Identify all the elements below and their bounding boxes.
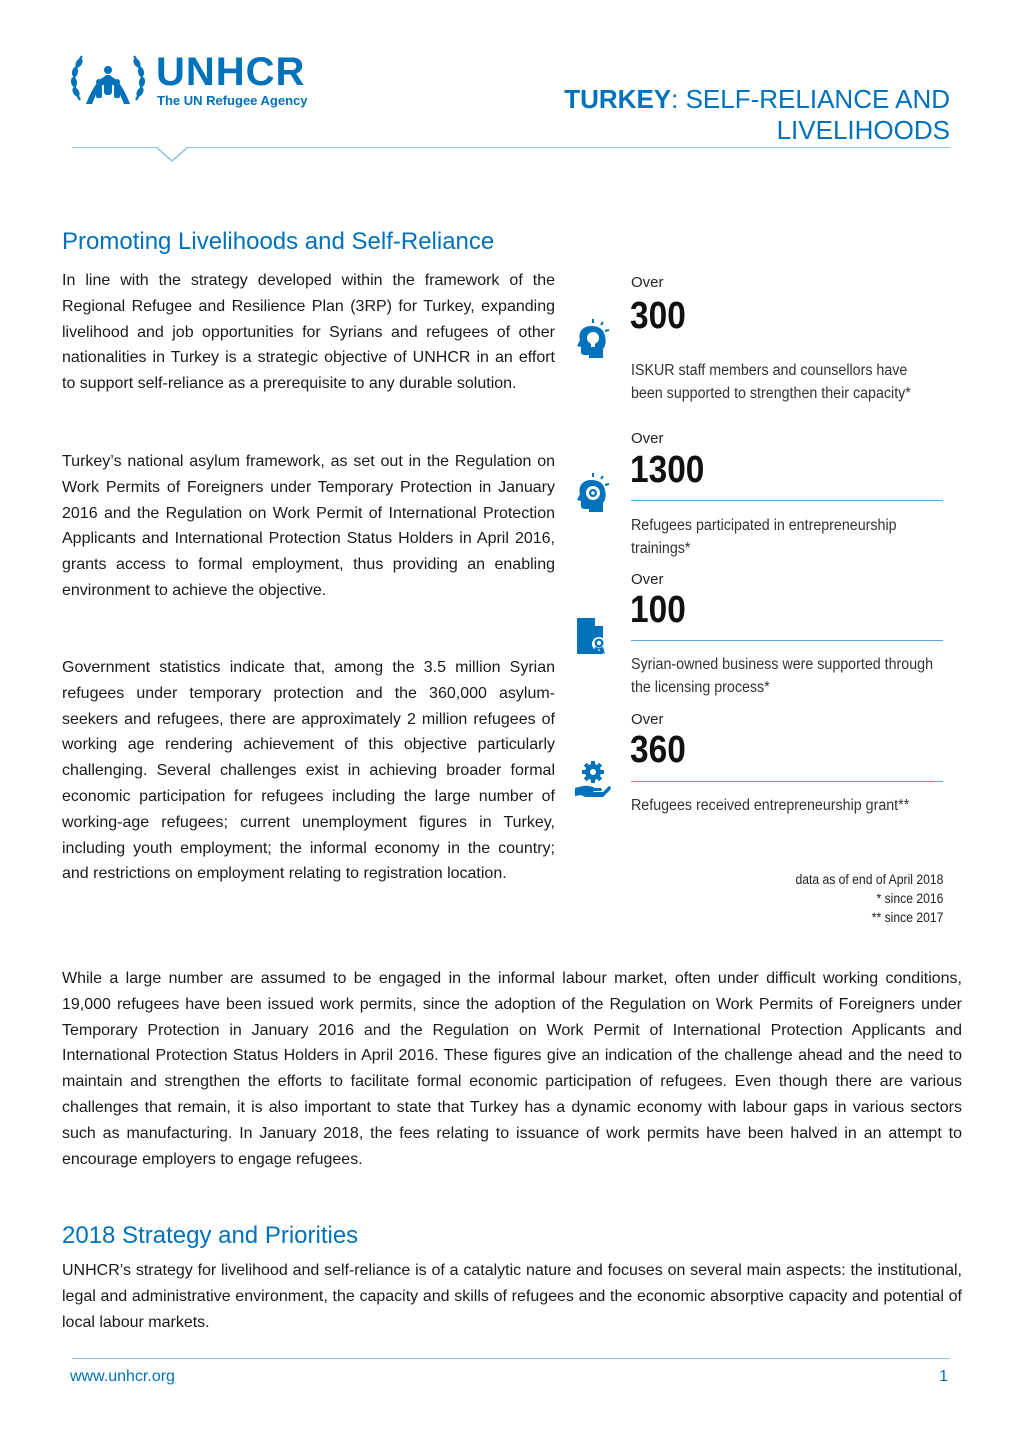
stat-number: 360 — [630, 729, 686, 771]
document-certificate-icon — [575, 616, 611, 656]
stat-description: Refugees participated in entrepreneurship trainings* — [631, 517, 897, 557]
head-gear-icon — [575, 472, 611, 512]
stat-number: 300 — [630, 295, 686, 337]
stat-entrepreneurship-grant — [575, 710, 955, 850]
logo-tagline: The UN Refugee Agency — [157, 93, 308, 108]
stat-over-label: Over — [631, 571, 664, 588]
section-heading-strategy: 2018 Strategy and Priorities — [62, 1222, 359, 1249]
stat-licensing-process — [575, 570, 955, 705]
footnote-single-asterisk: * since 2016 — [876, 891, 943, 906]
paragraph-framework: Turkey’s national asylum framework, as set out in the Regulation on Work Permits of Foreigners under Temporary Protection in January 2016 and the Regulation on Work Permit of International Protection Applicants and International Protection Status Holders in April 2016, grants access to formal employment, thus providing an enabling environment to achieve the objective. — [62, 453, 555, 599]
paragraph-strategy: In line with the strategy developed within the framework of the Regional Refugee and Resilience Plan (3RP) for Turkey, expanding livelihood and job opportunities for Syrians and refugees of other nationalities in Turkey is a strategic objective of UNHCR in an effort to support self-reliance as a prerequisite to any durable solution. — [62, 272, 555, 393]
logo-wordmark: UNHCR — [156, 50, 306, 94]
stat-over-label: Over — [631, 274, 664, 291]
footer-url-link[interactable]: www.unhcr.org — [70, 1368, 175, 1385]
footer-divider — [72, 1358, 950, 1359]
stat-divider — [631, 500, 943, 501]
unhcr-logo — [70, 48, 350, 110]
stat-description: Refugees received entrepreneurship grant** — [631, 797, 910, 814]
stat-iskur-staff — [575, 270, 955, 420]
stat-divider — [631, 640, 943, 641]
paragraph-strategy-priorities: UNHCR’s strategy for livelihood and self-reliance is of a catalytic nature and focuses on several main aspects: the institutional, legal and administrative environment, the capacity and skills of refugees and the economic absorptive capacity and potential of local labour markets. — [62, 1262, 962, 1331]
stat-description: ISKUR staff members and counsellors have been supported to strengthen their capacity* — [631, 362, 911, 402]
stat-over-label: Over — [631, 430, 664, 447]
head-lightbulb-icon — [575, 318, 611, 358]
document-title — [430, 84, 950, 146]
header-divider — [72, 147, 950, 148]
stat-over-label: Over — [631, 711, 664, 728]
paragraph-statistics: Government statistics indicate that, among the 3.5 million Syrian refugees under temporary protection and the 360,000 asylum-seekers and refugees, there are approximately 2 million refugees of working age rendering achievement of this objective particularly challenging. Several challenges exist in achieving broader formal economic participation for refugees including the large number of working-age refugees; current unemployment figures in Turkey, including youth employment; the informal economy in the country; and restrictions on employment relating to registration location. — [62, 659, 555, 883]
stat-entrepreneurship-trainings — [575, 428, 955, 568]
stat-number: 100 — [630, 589, 686, 631]
stat-divider — [631, 781, 943, 782]
page-number: 1 — [939, 1368, 948, 1385]
header-notch-icon — [156, 147, 188, 163]
stat-description: Syrian-owned business were supported through the licensing process* — [631, 656, 934, 696]
title-topic: : SELF-RELIANCE AND LIVELIHOODS — [671, 84, 950, 145]
footnote-double-asterisk: ** since 2017 — [871, 910, 943, 925]
section-heading-livelihoods: Promoting Livelihoods and Self-Reliance — [62, 228, 495, 255]
unhcr-emblem-icon — [70, 48, 146, 110]
data-date-note: data as of end of April 2018 — [795, 872, 943, 887]
paragraph-work-permits: While a large number are assumed to be engaged in the informal labour market, often under difficult working conditions, 19,000 refugees have been issued work permits, since the adoption of the Regulation on Work Permits of Foreigners under Temporary Protection in January 2016 and the Regulation on Work Permit of International Protection Applicants and International Protection Status Holders in April 2016. These figures give an indication of the challenge ahead and the need to maintain and strengthen the efforts to facilitate formal economic participation of refugees. Even though there are various challenges that remain, it is also important to state that Turkey has a dynamic economy with labour gaps in various sectors such as manufacturing. In January 2018, the fees relating to issuance of work permits have been halved in an attempt to encourage employers to engage refugees. — [62, 970, 962, 1168]
title-country: TURKEY — [564, 84, 672, 114]
hand-gear-icon — [575, 760, 611, 800]
data-footnote — [795, 870, 943, 927]
stat-number: 1300 — [630, 449, 705, 491]
